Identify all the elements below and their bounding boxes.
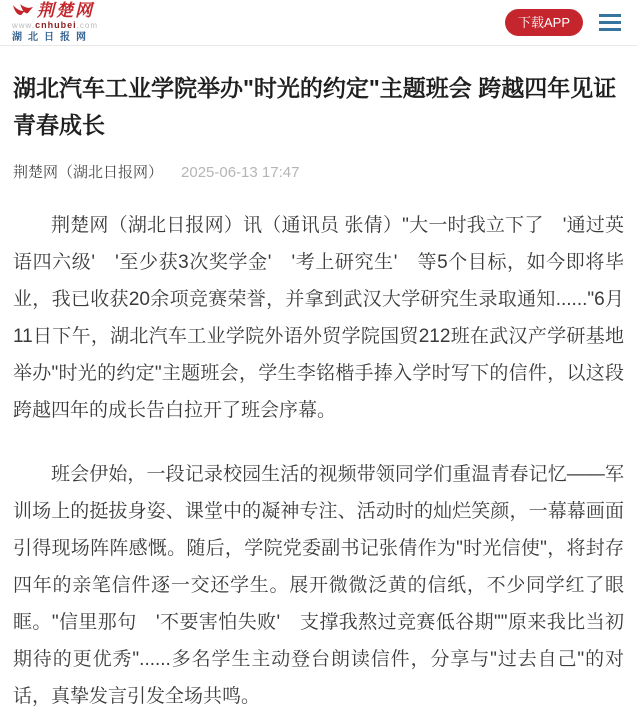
site-header [0, 0, 637, 46]
brand-domain-main: cnhubei [35, 20, 77, 30]
download-app-button[interactable]: 下载APP [505, 9, 583, 36]
brand-domain-tld: .com [76, 21, 98, 30]
menu-icon[interactable] [599, 12, 621, 33]
swoosh-icon [12, 4, 34, 19]
article-container [0, 70, 637, 725]
article-paragraph: 荆楚网（湖北日报网）讯（通讯员 张倩）"大一时我立下了 '通过英语四六级' '至少获3次奖学金' '考上研究生' 等5个目标，如今即将毕业，我已收获20余项竞赛荣誉，并拿到武汉大学研究生录取通知......"6月11日下午，湖北汽车工业学院外语外贸学院国贸212班在武汉产学研基地举办"时光的约定"主题班会，学生李铭楷手捧入学时写下的信件，以这段跨越四年的成长告白拉开了班会序幕。 [13, 215, 624, 421]
brand-domain [12, 21, 98, 30]
article-body [13, 207, 624, 715]
article-publish-time: 2025-06-13 17:47 [181, 164, 300, 181]
header-actions [505, 9, 621, 36]
article-title: 湖北汽车工业学院举办"时光的约定"主题班会 跨越四年见证青春成长 [13, 75, 617, 138]
logo-top-row [12, 2, 98, 19]
article-source: 荆楚网（湖北日报网） [13, 164, 164, 181]
article-paragraph: 班会伊始，一段记录校园生活的视频带领同学们重温青春记忆——军训场上的挺拔身姿、课堂中的凝神专注、活动时的灿烂笑颜，一幕幕画面引得现场阵阵感慨。随后，学院党委副书记张倩作为"时光信使"，将封存四年的亲笔信件逐一交还学生。展开微微泛黄的信纸，不少同学红了眼眶。"信里那句 '不要害怕失败' 支撑我熬过竞赛低谷期""原来我比当初期待的更优秀"......多名学生主动登台朗读信件，分享与"过去自己"的对话，真挚发言引发全场共鸣。 [13, 464, 624, 707]
brand-name: 荆楚网 [37, 1, 94, 20]
brand-domain-www: www. [12, 21, 36, 30]
site-logo[interactable] [12, 2, 98, 43]
brand-subtitle: 湖北日报网 [12, 32, 92, 43]
article-meta [13, 165, 624, 180]
